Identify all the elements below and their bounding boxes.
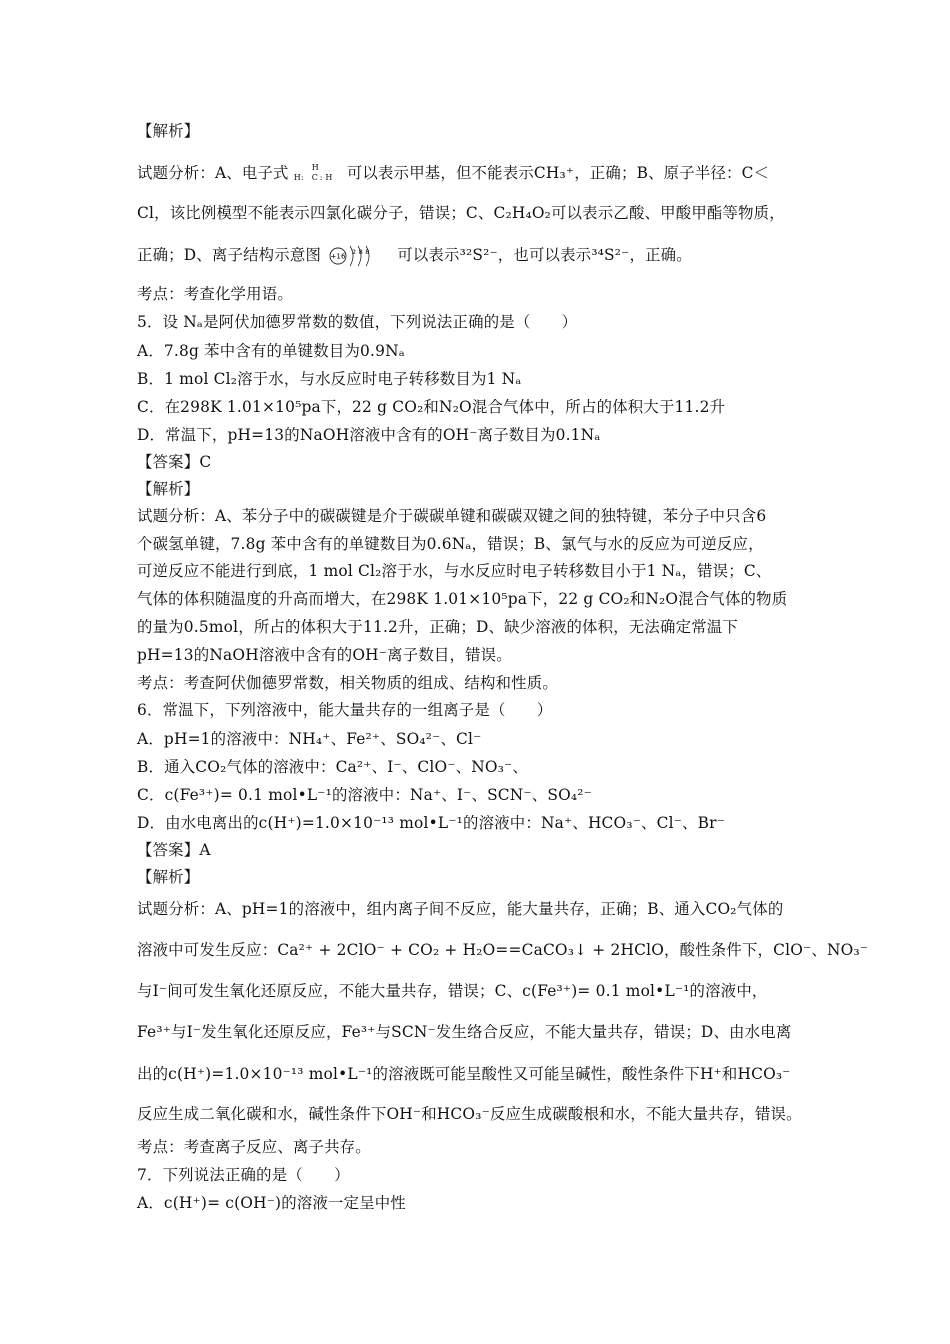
text-line: 试题分析：A、电子式 H H: C : H 可以表示甲基，但不能表示CH₃⁺，正确；B、原子半径：C＜: [137, 163, 770, 182]
text-line: 试题分析：A、苯分子中的碳碳键是介于碳碳单键和碳碳双键之间的独特键，苯分子中只含6: [137, 507, 767, 525]
option-b: B．1 mol Cl₂溶于水，与水反应时电子转移数目为1 Nₐ: [137, 370, 522, 388]
option-c: C．c(Fe³⁺)= 0.1 mol•L⁻¹的溶液中：Na⁺、I⁻、SCN⁻、SO₄²⁻: [137, 786, 592, 804]
text-line: 可逆反应不能进行到底，1 mol Cl₂溶于水，与水反应时电子转移数目小于1 Nₐ，错误；C、: [137, 562, 772, 580]
text-line: 出的c(H⁺)=1.0×10⁻¹³ mol•L⁻¹的溶液既可能呈酸性又可能呈碱性，酸性条件下H⁺和HCO₃⁻: [137, 1065, 791, 1083]
text-line: 个碳氢单键，7.8g 苯中含有的单键数目为0.6Nₐ，错误；B、氯气与水的反应为可逆反应，: [137, 535, 764, 553]
analysis-heading: 【解析】: [137, 122, 200, 140]
text-line: 与I⁻间可发生氧化还原反应，不能大量共存，错误；C、c(Fe³⁺)= 0.1 mol•L⁻¹的溶液中，: [137, 982, 768, 1000]
text-line: 考点：考查化学用语。: [137, 285, 293, 303]
text-line: Cl，该比例模型不能表示四氯化碳分子，错误；C、C₂H₄O₂可以表示乙酸、甲酸甲酯等物质，: [137, 204, 785, 222]
text-line: 的量为0.5mol，所占的体积大于11.2升，正确；D、缺少溶液的体积，无法确定常温下: [137, 618, 738, 636]
option-c: C．在298K 1.01×10⁵pa下，22 g CO₂和N₂O混合气体中，所占的体积大于11.2升: [137, 398, 726, 416]
option-d: D．常温下，pH=13的NaOH溶液中含有的OH⁻离子数目为0.1Nₐ: [137, 426, 601, 444]
text-line: 考点：考查阿伏伽德罗常数，相关物质的组成、结构和性质。: [137, 674, 558, 692]
question-6: 6．常温下，下列溶液中，能大量共存的一组离子是（ ）: [137, 701, 553, 719]
text-line: 试题分析：A、pH=1的溶液中，组内离子间不反应，能大量共存，正确；B、通入CO₂气体的: [137, 900, 784, 918]
analysis-heading: 【解析】: [137, 868, 200, 886]
answer: 【答案】A: [137, 841, 211, 859]
text-line: Fe³⁺与I⁻发生氧化还原反应，Fe³⁺与SCN⁻发生络合反应，不能大量共存，错误；D、由水电离: [137, 1023, 792, 1041]
option-a: A．7.8g 苯中含有的单键数目为0.9Nₐ: [137, 342, 405, 360]
option-b: B．通入CO₂气体的溶液中：Ca²⁺、I⁻、ClO⁻、NO₃⁻、: [137, 758, 529, 776]
text-line: 考点：考查离子反应、离子共存。: [137, 1138, 371, 1156]
option-a: A．c(H⁺)= c(OH⁻)的溶液一定呈中性: [137, 1194, 406, 1212]
answer: 【答案】C: [137, 453, 212, 471]
option-d: D．由水电离出的c(H⁺)=1.0×10⁻¹³ mol•L⁻¹的溶液中：Na⁺、HCO₃⁻、Cl⁻、Br⁻: [137, 814, 726, 832]
text-line: 正确；D、离子结构示意图 +16 2 8 8 可以表示³²S²⁻，也可以表示³⁴S²⁻，正确。: [137, 242, 692, 270]
svg-text:2 8 8: 2 8 8: [352, 248, 370, 256]
option-a: A．pH=1的溶液中：NH₄⁺、Fe²⁺、SO₄²⁻、Cl⁻: [137, 730, 482, 748]
text-line: pH=13的NaOH溶液中含有的OH⁻离子数目，错误。: [137, 646, 512, 664]
svg-text:+16: +16: [330, 252, 346, 261]
question-7: 7．下列说法正确的是（ ）: [137, 1166, 350, 1184]
text-line: 溶液中可发生反应：Ca²⁺ + 2ClO⁻ + CO₂ + H₂O==CaCO₃↓ + 2HClO，酸性条件下，ClO⁻、NO₃⁻: [137, 941, 869, 959]
ion-structure-diagram: [328, 242, 390, 270]
text-line: 反应生成二氧化碳和水，碱性条件下OH⁻和HCO₃⁻反应生成碳酸根和水，不能大量共存，错误。: [137, 1105, 802, 1123]
text-line: 气体的体积随温度的升高而增大，在298K 1.01×10⁵pa下，22 g CO₂和N₂O混合气体的物质: [137, 590, 788, 608]
electron-formula-methyl: H H: C : H: [293, 163, 333, 182]
question-5: 5．设 Nₐ是阿伏加德罗常数的数值，下列说法正确的是（ ）: [137, 313, 578, 331]
analysis-heading: 【解析】: [137, 480, 200, 498]
